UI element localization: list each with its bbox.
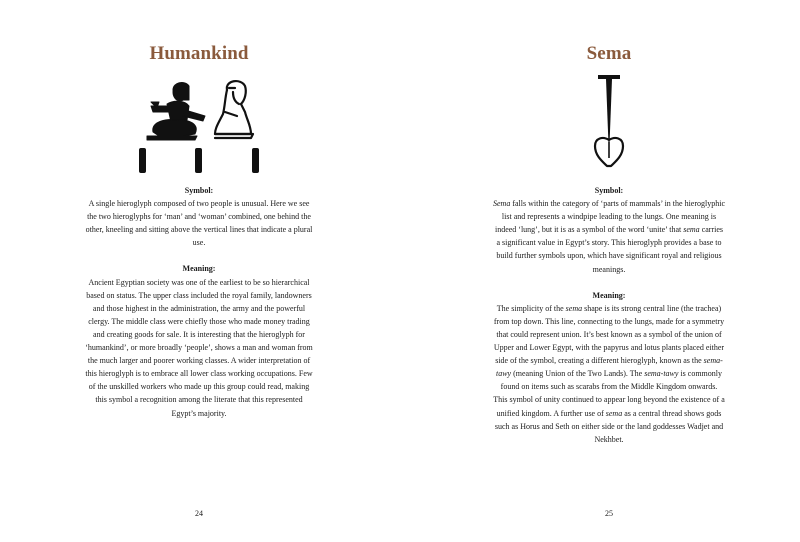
left-meaning-heading: Meaning: (182, 264, 216, 274)
left-page-body (83, 184, 315, 420)
text-run: is commonly found on items such as scarabs from the Middle Kingdom onwards. This symbol of unity continued to appear long beyond the existence of a unified kingdom. A further use of (493, 369, 725, 418)
text-run: falls within the category of ‘parts of mammals’ in the hieroglyphic list and represents a windpipe leading to the lungs. One meaning is indeed ‘lung’, but it is as a symbol of the word ‘unite’ that (494, 199, 726, 235)
left-symbol-paragraph: A single hieroglyph composed of two people is unusual. Here we see the two hieroglyphs for ‘man’ and ‘woman’ combined, one behind the other, kneeling and sitting above the vertical lines that indicate a plural use. (85, 199, 313, 248)
right-page (493, 0, 726, 542)
sema-hieroglyph-icon (497, 74, 721, 170)
left-page-title: Humankind (149, 43, 249, 64)
right-page-body (493, 184, 725, 446)
left-symbol-heading: Symbol: (184, 186, 214, 195)
right-page-number: 25 (605, 509, 613, 518)
italic-term: sema (683, 225, 700, 235)
italic-term: Sema (493, 199, 511, 209)
text-run: The simplicity of the (496, 303, 566, 313)
italic-term: sema (605, 408, 623, 418)
right-meaning-heading: Meaning: (592, 290, 626, 300)
italic-term: sema-tawy (644, 369, 679, 379)
humankind-hieroglyph-icon (87, 76, 311, 178)
right-meaning-paragraph (493, 302, 725, 446)
italic-term: sema-tawy (495, 356, 723, 379)
left-page-number: 24 (195, 509, 203, 518)
right-page-title: Sema (586, 43, 632, 64)
right-symbol-heading: Symbol: (594, 186, 624, 195)
left-meaning-paragraph: Ancient Egyptian society was one of the earliest to be so hierarchical based on status. The upper class included the royal family, landowners and those highest in the administration, the army and the powerful clergy. The middle class were chiefly those who made money trading and creating goods for sale. It is interesting that the hieroglyph for ‘humankind’, or more broadly ‘people’, shows a man and woman from the much larger and poorer working classes. A wider interpretation of this hieroglyph is to embrace all lower class working occupations. Few of the unskilled workers who made up this group could read, making this symbol a recognition among the literate that this represented Egypt’s majority. (85, 277, 313, 418)
italic-term: sema (565, 303, 583, 313)
text-run: shape is its strong central line (the trachea) from top down. This line, connecting to the lungs, made for a symmetry that could represent union. It’s best known as a symbol of the union of Upper and Lower Egypt, with the papyrus and lotus plants placed either side of the symbol, creating a different hieroglyph, known as the (493, 303, 725, 366)
text-run: carries a significant value in Egypt’s story. This hieroglyph provides a base to build further symbols upon, which have significant royal and religious meanings. (496, 225, 724, 274)
text-run: (meaning Union of the Two Lands). The (511, 369, 645, 379)
right-symbol-paragraph (493, 197, 725, 276)
left-page (87, 0, 311, 542)
text-run: as a central thread shows gods such as Horus and Seth on either side or the land goddesses Wadjet and Nekhbet. (494, 408, 724, 444)
